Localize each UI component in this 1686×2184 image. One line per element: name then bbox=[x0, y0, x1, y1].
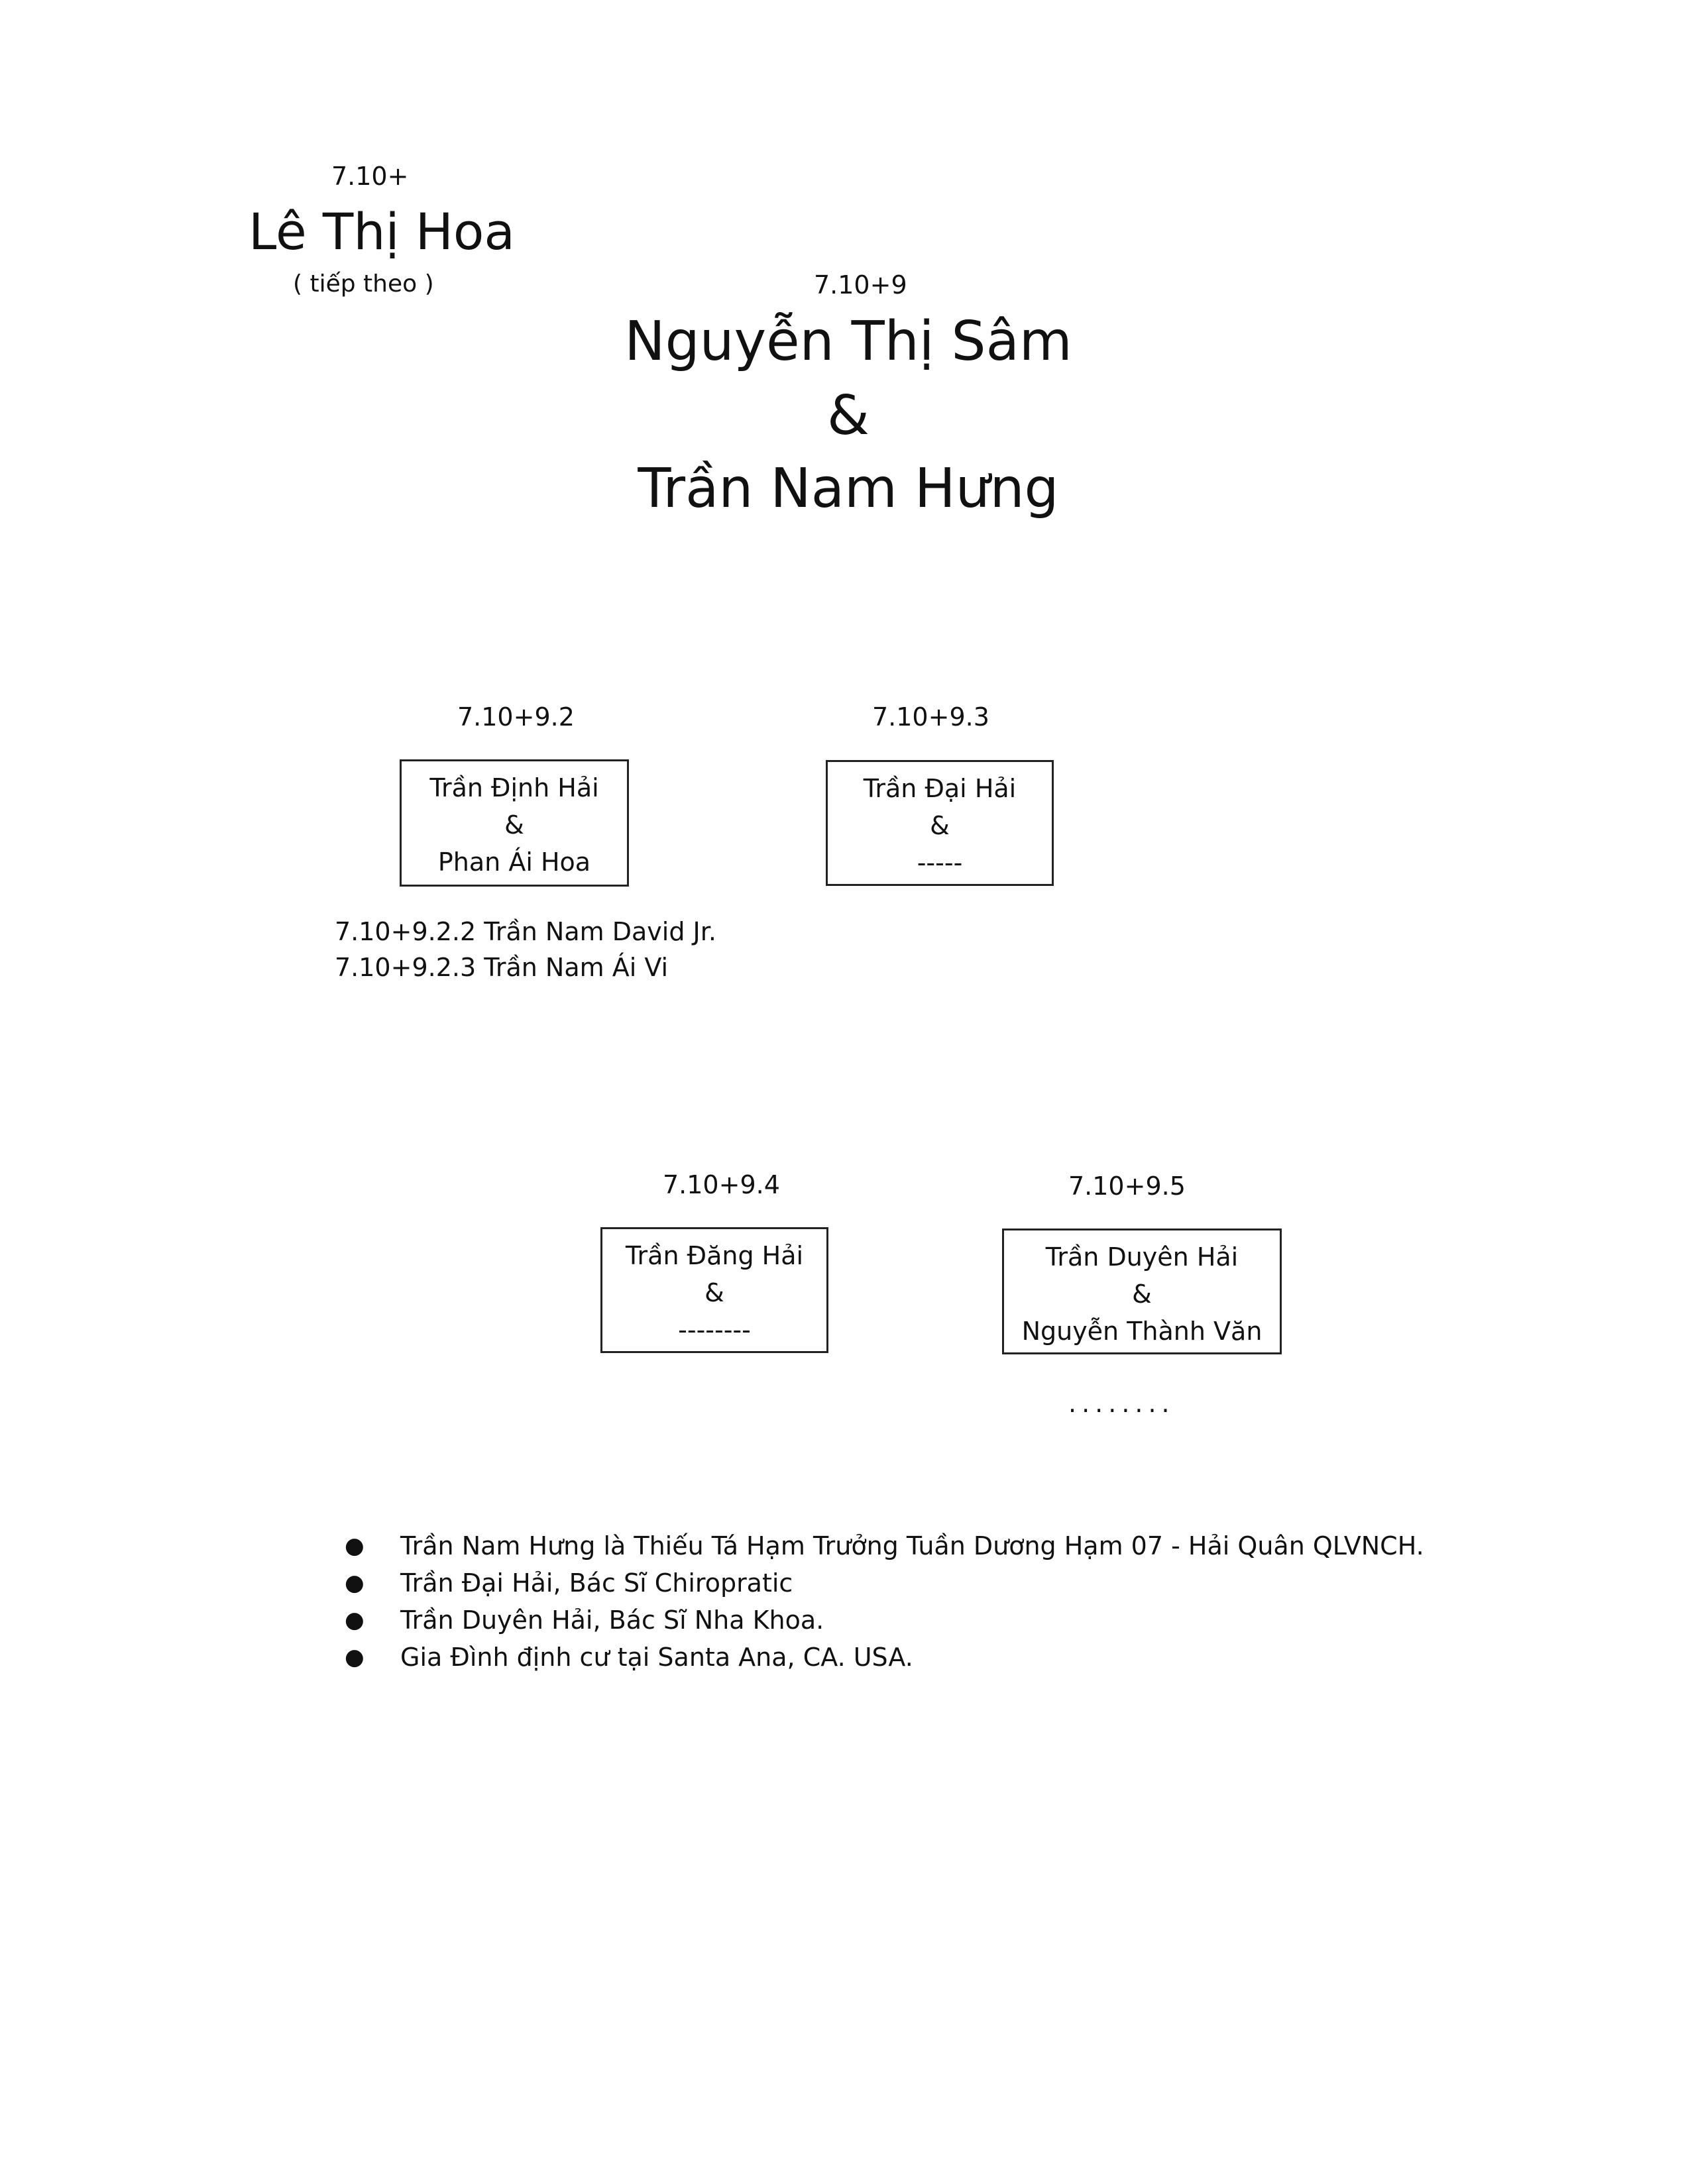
couple-spouse1: Nguyễn Thị Sâm bbox=[624, 310, 1072, 373]
continuation-dots: ........ bbox=[1068, 1389, 1175, 1418]
child-code: 7.10+9.2 bbox=[457, 702, 575, 732]
child-spouse: Phan Ái Hoa bbox=[437, 847, 591, 877]
header-note: ( tiếp theo ) bbox=[293, 270, 434, 298]
bullet-icon: ● bbox=[345, 1644, 365, 1670]
child-ampersand: & bbox=[504, 810, 524, 840]
child-spouse: -------- bbox=[678, 1315, 751, 1344]
note-text: Gia Đình định cư tại Santa Ana, CA. USA. bbox=[400, 1643, 913, 1672]
child-name: Trần Đại Hải bbox=[863, 774, 1017, 803]
child-box bbox=[600, 1227, 828, 1353]
couple-ampersand: & bbox=[827, 384, 870, 447]
note-text: Trần Duyên Hải, Bác Sĩ Nha Khoa. bbox=[400, 1606, 824, 1635]
child-name: Trần Đăng Hải bbox=[625, 1241, 804, 1270]
couple-spouse2: Trần Nam Hưng bbox=[638, 457, 1059, 520]
child-box bbox=[1002, 1228, 1282, 1354]
header-name: Lê Thị Hoa bbox=[249, 202, 516, 261]
child-box bbox=[826, 760, 1054, 886]
child-ampersand: & bbox=[704, 1278, 724, 1307]
child-spouse: Nguyễn Thành Văn bbox=[1021, 1317, 1263, 1346]
child-ampersand: & bbox=[1132, 1280, 1152, 1309]
child-name: Trần Duyên Hải bbox=[1045, 1242, 1239, 1272]
grandchild-item: 7.10+9.2.2 Trần Nam David Jr. bbox=[335, 917, 716, 946]
note-text: Trần Nam Hưng là Thiếu Tá Hạm Trưởng Tuần Dương Hạm 07 - Hải Quân QLVNCH. bbox=[400, 1531, 1424, 1560]
grandchild-item: 7.10+9.2.3 Trần Nam Ái Vi bbox=[335, 953, 669, 982]
bullet-icon: ● bbox=[345, 1607, 365, 1633]
bullet-icon: ● bbox=[345, 1570, 365, 1596]
child-code: 7.10+9.4 bbox=[663, 1170, 780, 1199]
header-code: 7.10+ bbox=[331, 162, 409, 191]
couple-code: 7.10+9 bbox=[814, 270, 907, 300]
child-ampersand: & bbox=[930, 811, 950, 840]
note-text: Trần Đại Hải, Bác Sĩ Chiropratic bbox=[400, 1568, 793, 1598]
child-box bbox=[400, 759, 629, 887]
child-code: 7.10+9.3 bbox=[872, 702, 989, 732]
child-name: Trần Định Hải bbox=[429, 773, 599, 802]
child-code: 7.10+9.5 bbox=[1068, 1172, 1186, 1201]
child-spouse: ----- bbox=[917, 848, 963, 877]
bullet-icon: ● bbox=[345, 1533, 365, 1559]
